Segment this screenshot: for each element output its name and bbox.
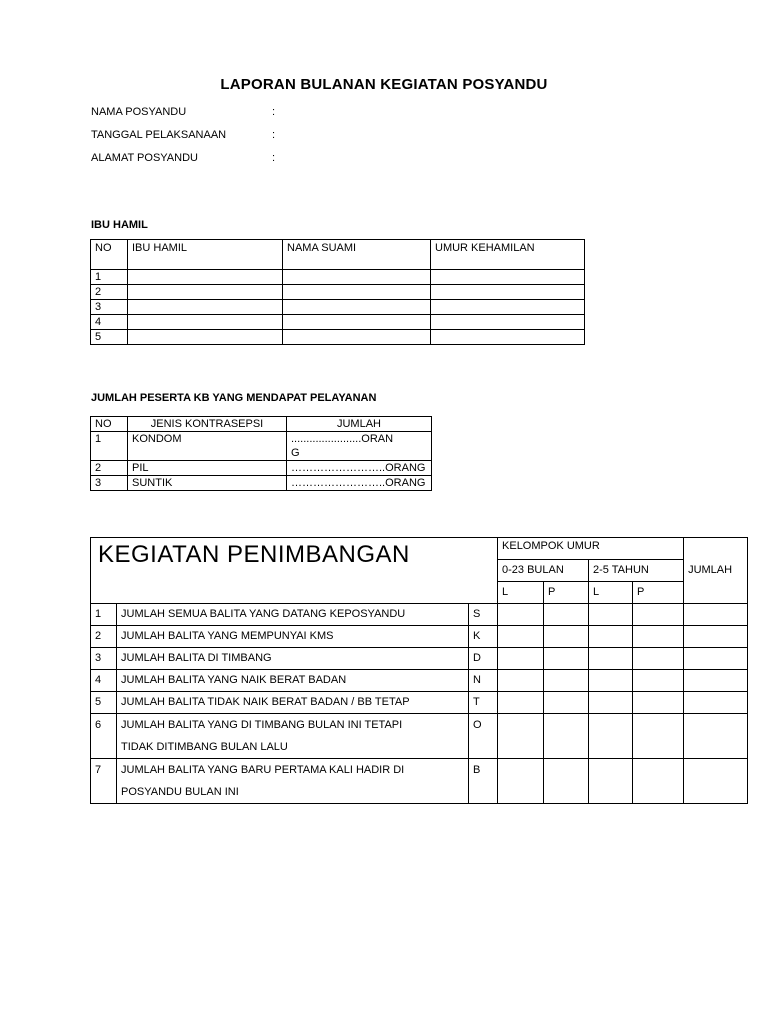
row-description <box>117 759 469 804</box>
column-header: JUMLAH <box>287 417 432 432</box>
row-description: JUMLAH BALITA TIDAK NAIK BERAT BADAN / BB TETAP <box>117 692 469 714</box>
table-header-row <box>91 417 432 432</box>
field-label: NAMA POSYANDU <box>91 106 187 118</box>
age-group-0-23: 0-23 BULAN <box>498 560 589 582</box>
table-cell[interactable] <box>128 330 283 345</box>
table-row <box>91 285 585 300</box>
table-cell[interactable] <box>498 604 544 626</box>
field-nama-posyandu <box>91 106 275 118</box>
table-cell[interactable] <box>283 300 431 315</box>
table-header-row <box>91 240 585 270</box>
section-title: KEGIATAN PENIMBANGAN <box>91 538 498 604</box>
table-cell[interactable] <box>431 285 585 300</box>
table-header-row <box>91 538 748 560</box>
column-header: NAMA SUAMI <box>283 240 431 270</box>
table-cell[interactable] <box>633 604 684 626</box>
field-alamat-posyandu <box>91 152 275 164</box>
table-cell[interactable] <box>589 648 633 670</box>
row-description: JUMLAH BALITA YANG MEMPUNYAI KMS <box>117 626 469 648</box>
row-description-line: JUMLAH BALITA YANG BARU PERTAMA KALI HADIR DI <box>121 764 405 776</box>
table-cell[interactable] <box>684 714 748 759</box>
row-number: 5 <box>91 330 128 345</box>
table-cell[interactable] <box>128 315 283 330</box>
row-number: 2 <box>91 285 128 300</box>
row-description: JUMLAH SEMUA BALITA YANG DATANG KEPOSYANDU <box>117 604 469 626</box>
table-cell[interactable] <box>283 315 431 330</box>
table-cell[interactable] <box>544 759 589 804</box>
table-cell[interactable] <box>544 604 589 626</box>
table-cell[interactable] <box>283 270 431 285</box>
count-text-wrap: G <box>291 447 300 459</box>
row-number: 4 <box>91 315 128 330</box>
table-cell[interactable] <box>589 692 633 714</box>
ibu-hamil-heading: IBU HAMIL <box>91 219 148 231</box>
sex-header: P <box>633 582 684 604</box>
table-cell[interactable] <box>431 300 585 315</box>
table-cell[interactable] <box>498 626 544 648</box>
table-cell[interactable] <box>498 670 544 692</box>
table-cell[interactable] <box>633 714 684 759</box>
field-label: ALAMAT POSYANDU <box>91 152 198 164</box>
table-cell[interactable] <box>589 714 633 759</box>
age-group-2-5: 2-5 TAHUN <box>589 560 684 582</box>
table-cell[interactable] <box>544 648 589 670</box>
row-description: JUMLAH BALITA YANG NAIK BERAT BADAN <box>117 670 469 692</box>
table-cell[interactable] <box>633 670 684 692</box>
row-number: 3 <box>91 476 128 491</box>
table-cell[interactable] <box>633 626 684 648</box>
row-description-line: POSYANDU BULAN INI <box>121 786 239 798</box>
table-row <box>91 692 748 714</box>
table-row <box>91 648 748 670</box>
contraceptive-type: SUNTIK <box>128 476 287 491</box>
jumlah-header: JUMLAH <box>684 538 748 604</box>
table-cell[interactable] <box>589 604 633 626</box>
ibu-hamil-table <box>90 239 585 345</box>
column-header: NO <box>91 240 128 270</box>
table-row <box>91 759 748 804</box>
table-cell[interactable] <box>633 692 684 714</box>
column-header: NO <box>91 417 128 432</box>
table-cell[interactable] <box>498 714 544 759</box>
table-cell[interactable] <box>431 270 585 285</box>
table-cell[interactable] <box>431 330 585 345</box>
table-cell[interactable] <box>684 670 748 692</box>
column-header: UMUR KEHAMILAN <box>431 240 585 270</box>
row-code: N <box>469 670 498 692</box>
table-cell[interactable] <box>633 759 684 804</box>
contraceptive-type: KONDOM <box>128 432 287 461</box>
row-code: S <box>469 604 498 626</box>
table-cell[interactable] <box>128 270 283 285</box>
field-separator: : <box>272 152 276 164</box>
row-number: 2 <box>91 461 128 476</box>
table-row <box>91 270 585 285</box>
table-cell[interactable] <box>128 285 283 300</box>
age-group-header: KELOMPOK UMUR <box>498 538 684 560</box>
row-code: K <box>469 626 498 648</box>
page-title: LAPORAN BULANAN KEGIATAN POSYANDU <box>220 76 548 93</box>
table-row <box>91 476 432 491</box>
table-cell[interactable] <box>589 670 633 692</box>
row-number: 1 <box>91 270 128 285</box>
table-row <box>91 604 748 626</box>
row-code: D <box>469 648 498 670</box>
column-header: IBU HAMIL <box>128 240 283 270</box>
table-row <box>91 461 432 476</box>
table-cell[interactable] <box>684 692 748 714</box>
row-number: 1 <box>91 604 117 626</box>
row-number: 3 <box>91 648 117 670</box>
table-cell[interactable] <box>684 648 748 670</box>
row-description-line: TIDAK DITIMBANG BULAN LALU <box>121 741 288 753</box>
field-separator: : <box>272 129 276 141</box>
table-row <box>91 670 748 692</box>
field-tanggal-pelaksanaan <box>91 129 275 141</box>
count-field[interactable]: ……………………..ORANG <box>287 476 432 491</box>
table-cell[interactable] <box>283 285 431 300</box>
row-number: 6 <box>91 714 117 759</box>
table-cell[interactable] <box>544 670 589 692</box>
table-cell[interactable] <box>128 300 283 315</box>
table-cell[interactable] <box>633 648 684 670</box>
table-cell[interactable] <box>498 759 544 804</box>
row-number: 4 <box>91 670 117 692</box>
table-row <box>91 626 748 648</box>
row-code: T <box>469 692 498 714</box>
row-description: JUMLAH BALITA DI TIMBANG <box>117 648 469 670</box>
row-number: 7 <box>91 759 117 804</box>
row-code: O <box>469 714 498 759</box>
row-number: 5 <box>91 692 117 714</box>
table-cell[interactable] <box>544 714 589 759</box>
table-row <box>91 300 585 315</box>
count-field[interactable] <box>287 432 432 461</box>
kb-heading: JUMLAH PESERTA KB YANG MENDAPAT PELAYANAN <box>91 392 377 404</box>
table-row <box>91 315 585 330</box>
table-cell[interactable] <box>684 759 748 804</box>
table-cell[interactable] <box>431 315 585 330</box>
table-cell[interactable] <box>684 604 748 626</box>
count-field[interactable]: ……………………..ORANG <box>287 461 432 476</box>
count-text: .......................ORAN <box>291 433 394 445</box>
table-cell[interactable] <box>589 759 633 804</box>
table-cell[interactable] <box>283 330 431 345</box>
row-description-line: JUMLAH BALITA YANG DI TIMBANG BULAN INI TETAPI <box>121 719 403 731</box>
column-header: JENIS KONTRASEPSI <box>128 417 287 432</box>
sex-header: P <box>544 582 589 604</box>
table-cell[interactable] <box>684 626 748 648</box>
row-number: 2 <box>91 626 117 648</box>
penimbangan-table <box>90 537 748 804</box>
table-cell[interactable] <box>544 692 589 714</box>
table-row <box>91 714 748 759</box>
field-label: TANGGAL PELAKSANAAN <box>91 129 227 141</box>
row-number: 3 <box>91 300 128 315</box>
field-separator: : <box>272 106 276 118</box>
table-row <box>91 330 585 345</box>
contraceptive-type: PIL <box>128 461 287 476</box>
table-cell[interactable] <box>544 626 589 648</box>
table-cell[interactable] <box>589 626 633 648</box>
sex-header: L <box>589 582 633 604</box>
table-cell[interactable] <box>498 648 544 670</box>
row-description <box>117 714 469 759</box>
table-row <box>91 432 432 461</box>
row-code: B <box>469 759 498 804</box>
row-number: 1 <box>91 432 128 461</box>
kb-table <box>90 416 432 491</box>
table-cell[interactable] <box>498 692 544 714</box>
sex-header: L <box>498 582 544 604</box>
